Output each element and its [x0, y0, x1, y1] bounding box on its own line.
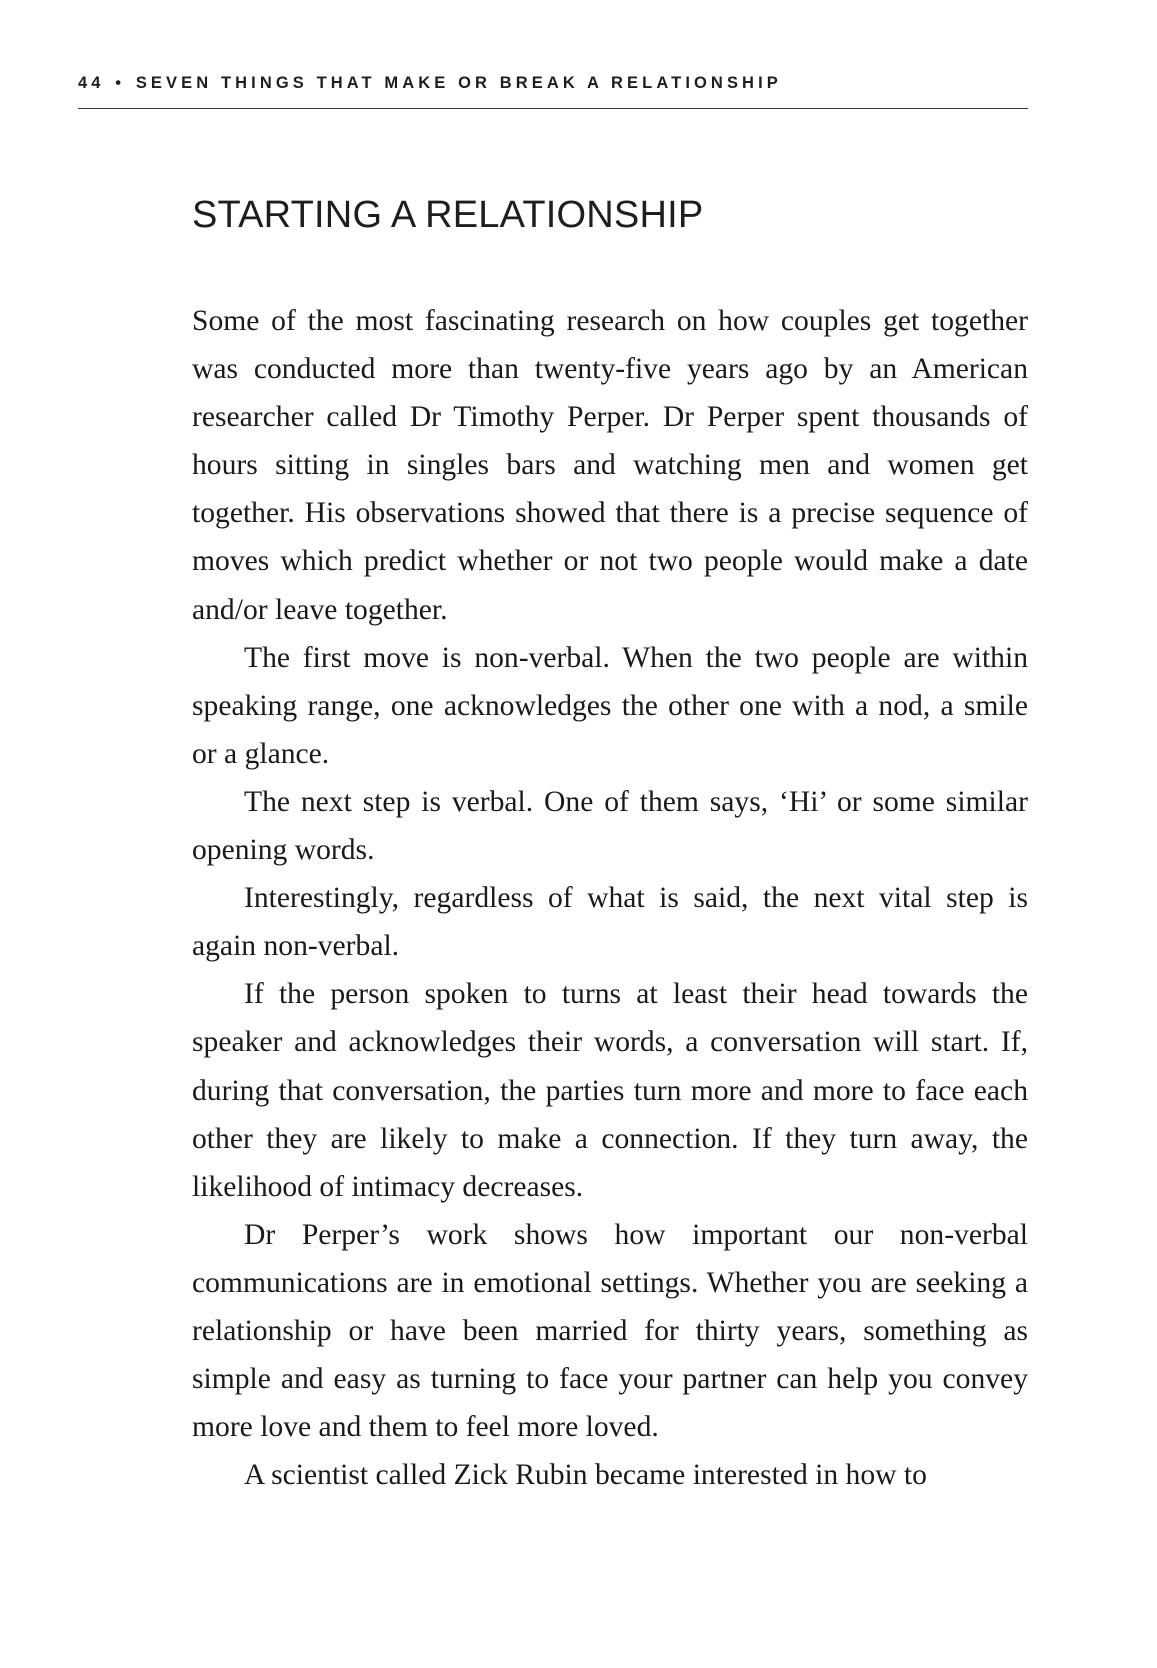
body-text: [192, 297, 1028, 1499]
book-title: SEVEN THINGS THAT MAKE OR BREAK A RELATIONSHIP: [135, 74, 782, 92]
running-head-separator: •: [115, 74, 126, 92]
section-title: STARTING A RELATIONSHIP: [192, 194, 704, 236]
paragraph-4: Interestingly, regardless of what is said, the next vital step is again non-verbal.: [192, 882, 1028, 963]
header-rule: [78, 108, 1028, 109]
page-number: 44: [78, 74, 105, 92]
paragraph-2: The first move is non-verbal. When the two people are within speaking range, one acknowledges the other one with a nod, a smile or a glance.: [192, 641, 1028, 770]
paragraph-3: The next step is verbal. One of them says, ‘Hi’ or some similar opening words.: [192, 785, 1028, 867]
running-head: [78, 74, 1028, 93]
paragraph-6: Dr Perper’s work shows how important our non-verbal communications are in emotional settings. Whether you are seeking a relationship or have been married for thirty years, something as simple and easy as turning to face your partner can help you convey more love and them to feel more loved.: [192, 1218, 1028, 1444]
paragraph-7: A scientist called Zick Rubin became interested in how to: [244, 1459, 927, 1492]
paragraph-1: Some of the most fascinating research on how couples get together was conducted more than twenty-five years ago by an American researcher called Dr Timothy Perper. Dr Perper spent thousands of hours sitting in singles bars and watching men and women get together. His observations showed that there is a precise sequence of moves which predict whether or not two people would make a date and/or leave together.: [192, 305, 1028, 626]
paragraph-5: If the person spoken to turns at least their head towards the speaker and acknowledges their words, a conversation will start. If, during that conversation, the parties turn more and more to face each other they are likely to make a connection. If they turn away, the likelihood of intimacy decreases.: [192, 978, 1028, 1203]
